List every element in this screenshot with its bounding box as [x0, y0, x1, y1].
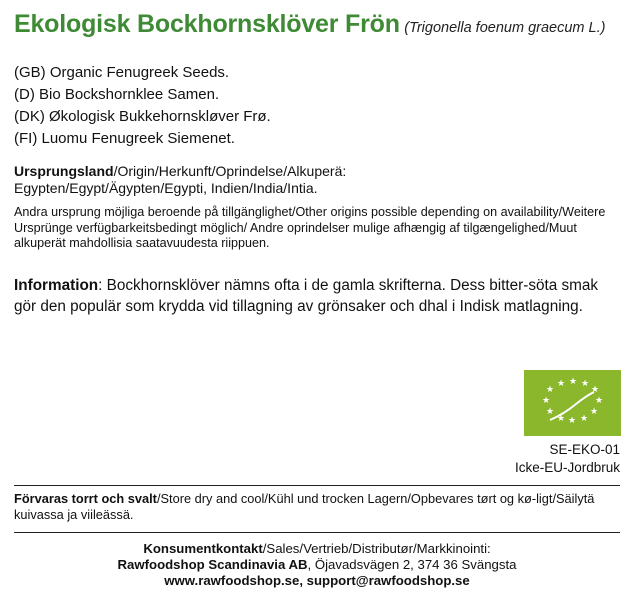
origin-section [14, 163, 614, 196]
latin-name: (Trigonella foenum graecum L.) [404, 20, 606, 36]
translation-de: (D) Bio Bockshornklee Samen. [14, 86, 220, 103]
svg-text:★: ★ [568, 416, 577, 426]
product-title: Ekologisk Bockhornsklöver Frön [14, 10, 400, 38]
svg-text:★: ★ [595, 396, 604, 406]
translation-gb: (GB) Organic Fenugreek Seeds. [14, 64, 230, 81]
agriculture-origin: Icke-EU-Jordbruk [514, 460, 620, 475]
eko-code: SE-EKO-01 [549, 442, 620, 457]
storage-section [14, 491, 620, 522]
divider-top [14, 485, 620, 486]
information-section [14, 276, 619, 317]
translation-fi: (FI) Luomu Fenugreek Siemenet. [14, 130, 235, 147]
information-text: : Bockhornsklöver nämns ofta i de gamla skrifterna. Dess bitter-söta smak gör den populär som krydda vid tillagning av grönsaker och dhal i Indisk matlagning. [14, 277, 599, 315]
storage-text: /Store dry and cool/Kühl und trocken Lagern/Opbevares tørt og kø-ligt/Säilytä kuivassa ja viileässä. [14, 491, 595, 522]
svg-text:★: ★ [542, 396, 551, 406]
svg-text:★: ★ [569, 377, 578, 387]
svg-text:★: ★ [590, 407, 599, 417]
eu-organic-leaf-icon [524, 370, 621, 436]
origin-label-rest: /Origin/Herkunft/Oprindelse/Alkuperä: [113, 163, 347, 179]
translations-list [14, 62, 271, 150]
information-label: Information [14, 277, 99, 294]
contact-label-rest: /Sales/Vertrieb/Distributør/Markkinointi: [262, 541, 491, 556]
svg-text:★: ★ [557, 414, 566, 424]
certification-block [515, 441, 620, 477]
svg-text:★: ★ [581, 379, 590, 389]
contact-section [14, 541, 620, 589]
translation-dk: (DK) Økologisk Bukkehornskløver Frø. [14, 108, 271, 125]
svg-text:★: ★ [546, 407, 555, 417]
svg-text:★: ★ [591, 385, 600, 395]
svg-text:★: ★ [546, 385, 555, 395]
title-block [14, 10, 620, 39]
origin-label: Ursprungsland [14, 163, 114, 179]
origin-note: Andra ursprung möjliga beroende på tillgänglighet/Other origins possible depending on availability/Weitere Ursprünge verfügbarkeitsbedingt möglich/ Andre oprindelser mulige afhængig af tilgængelighed/Muut alkuperät mahdollisia saatavuudesta riippuen. [14, 205, 606, 250]
eu-organic-logo [524, 370, 621, 436]
svg-text:★: ★ [580, 414, 589, 424]
contact-label: Konsumentkontakt [143, 541, 263, 556]
web-email: www.rawfoodshop.se, support@rawfoodshop.se [164, 573, 470, 588]
storage-label: Förvaras torrt och svalt [14, 491, 157, 506]
divider-bottom [14, 532, 620, 533]
company-address: , Öjavadsvägen 2, 374 36 Svängsta [307, 557, 517, 572]
svg-text:★: ★ [557, 379, 566, 389]
company-name: Rawfoodshop Scandinavia AB [117, 557, 308, 572]
origin-countries: Egypten/Egypt/Ägypten/Egypti, Indien/India/Intia. [14, 179, 318, 196]
